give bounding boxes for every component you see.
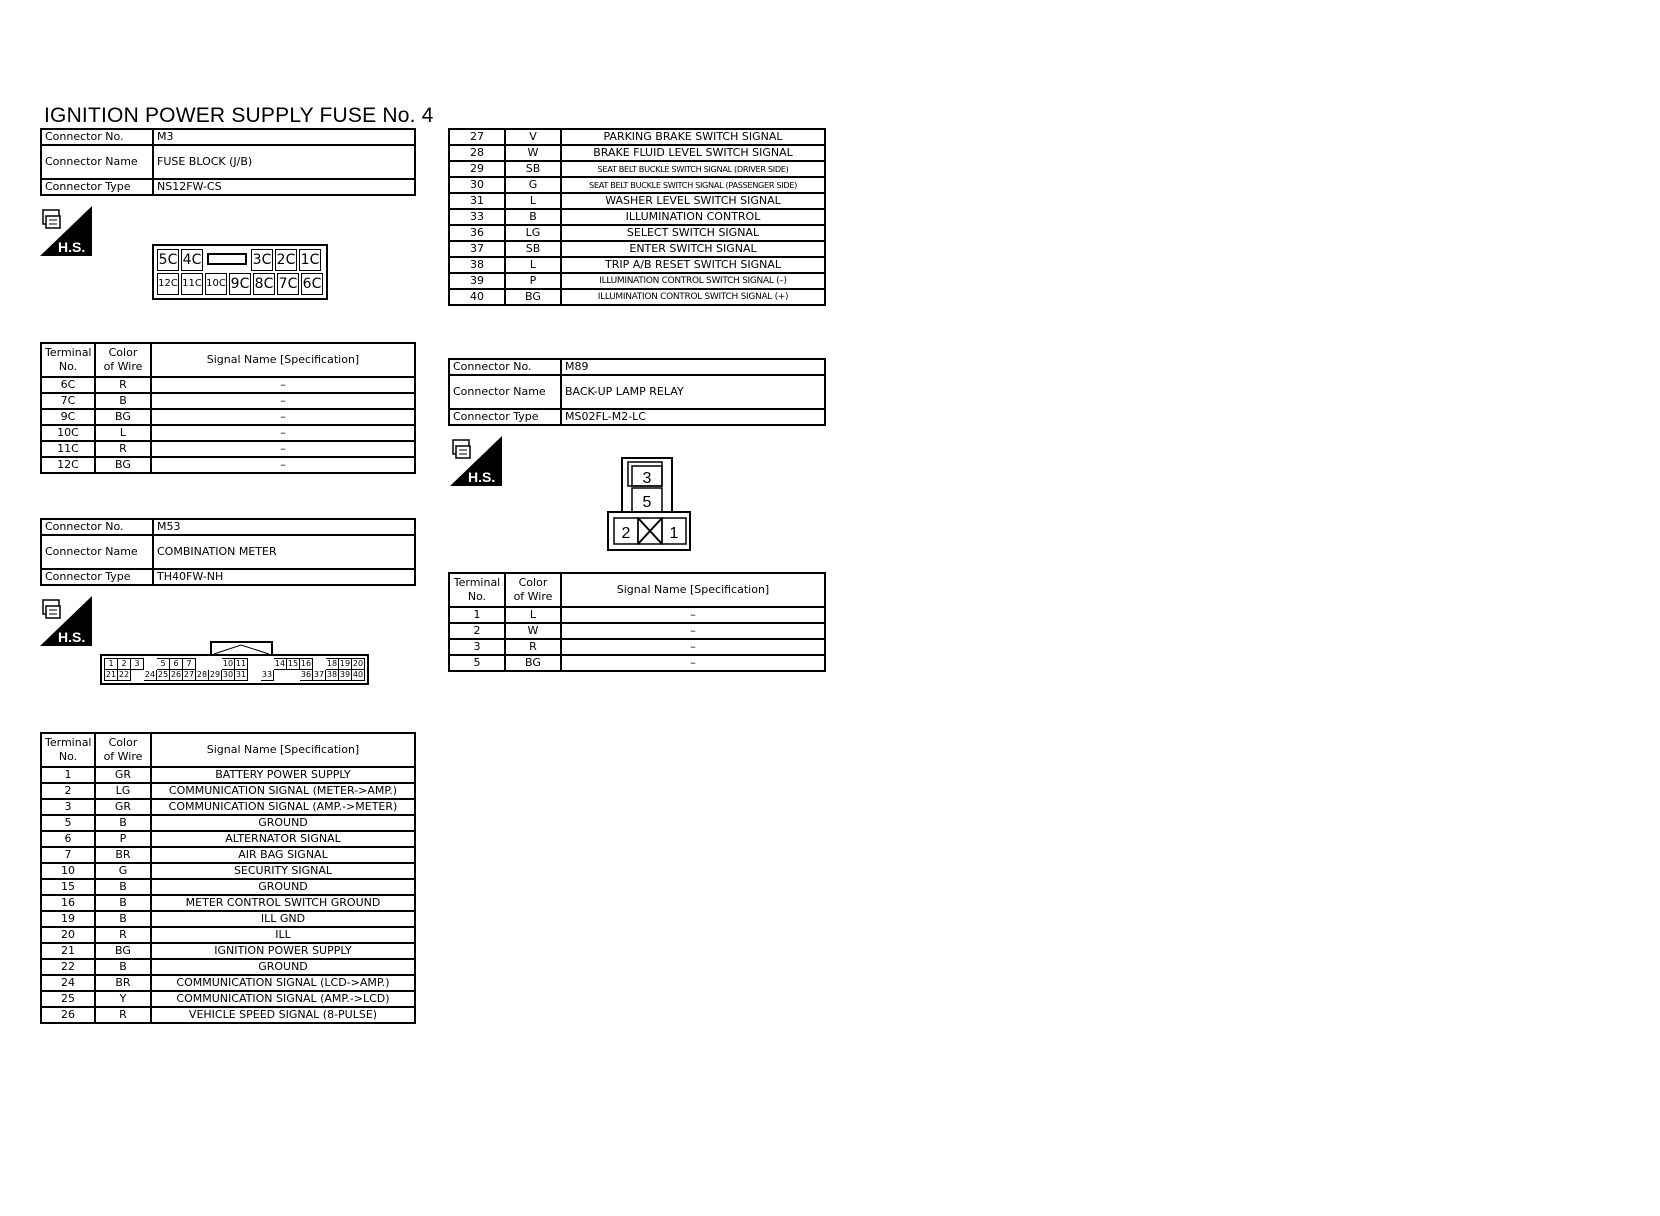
color-cell: GR <box>95 799 151 815</box>
signal-cell: ALTERNATOR SIGNAL <box>151 831 415 847</box>
terminal-cell: 10 <box>41 863 95 879</box>
color-cell: B <box>95 959 151 975</box>
pin: 40 <box>352 670 364 679</box>
color-cell: GR <box>95 767 151 783</box>
pin: 24 <box>144 670 156 679</box>
terminal-cell: 21 <box>41 943 95 959</box>
pin: 5C <box>157 249 179 271</box>
m89-signal-table <box>448 572 826 672</box>
m3-connector-name: FUSE BLOCK (J/B) <box>153 145 415 179</box>
terminal-cell: 36 <box>449 225 505 241</box>
pin: 38 <box>326 670 338 679</box>
signal-cell: BRAKE FLUID LEVEL SWITCH SIGNAL <box>561 145 825 161</box>
signal-cell: GROUND <box>151 959 415 975</box>
color-cell: L <box>505 193 561 209</box>
m53-connector-name: COMBINATION METER <box>153 535 415 569</box>
table-row <box>449 161 825 177</box>
connector-no-label: Connector No. <box>449 359 561 375</box>
color-cell: B <box>95 393 151 409</box>
pin: 10 <box>222 659 234 668</box>
table-row <box>41 1007 415 1023</box>
pin <box>274 670 287 681</box>
connector-no-label: Connector No. <box>41 129 153 145</box>
color-cell: BG <box>95 457 151 473</box>
terminal-cell: 39 <box>449 273 505 289</box>
pin: 1 <box>105 659 118 670</box>
color-cell: SB <box>505 241 561 257</box>
signal-cell: WASHER LEVEL SWITCH SIGNAL <box>561 193 825 209</box>
pin: 2 <box>118 659 131 670</box>
terminal-header: Terminal No. <box>449 573 505 607</box>
pin: 14 <box>274 659 286 668</box>
signal-cell: – <box>561 639 825 655</box>
hs-harness-side-icon <box>40 596 92 650</box>
table-row <box>449 289 825 305</box>
color-cell: R <box>95 441 151 457</box>
pin: 26 <box>170 670 182 679</box>
terminal-cell: 3 <box>449 639 505 655</box>
table-row <box>41 879 415 895</box>
pin: 11 <box>235 659 247 668</box>
m53-connector-face <box>100 640 384 686</box>
signal-cell: COMMUNICATION SIGNAL (LCD->AMP.) <box>151 975 415 991</box>
pin: 3 <box>131 659 144 670</box>
pin <box>248 670 261 681</box>
pin <box>196 659 209 670</box>
signal-cell: – <box>151 393 415 409</box>
signal-cell: – <box>151 409 415 425</box>
terminal-cell: 9C <box>41 409 95 425</box>
color-header: Color of Wire <box>95 343 151 377</box>
table-row <box>41 911 415 927</box>
m89-connector-face <box>606 456 692 552</box>
signal-cell: GROUND <box>151 815 415 831</box>
table-row <box>449 607 825 623</box>
signal-cell: SECURITY SIGNAL <box>151 863 415 879</box>
color-cell: G <box>505 177 561 193</box>
signal-cell: SEAT BELT BUCKLE SWITCH SIGNAL (DRIVER SIDE) <box>561 161 825 177</box>
signal-cell: ENTER SWITCH SIGNAL <box>561 241 825 257</box>
pin-2: 2 <box>621 525 631 542</box>
terminal-cell: 19 <box>41 911 95 927</box>
signal-cell: ILLUMINATION CONTROL <box>561 209 825 225</box>
color-cell: W <box>505 145 561 161</box>
table-row <box>449 623 825 639</box>
pin: 21 <box>105 670 117 679</box>
terminal-cell: 6C <box>41 377 95 393</box>
signal-header: Signal Name [Specification] <box>561 573 825 607</box>
color-cell: Y <box>95 991 151 1007</box>
table-row <box>41 783 415 799</box>
table-row <box>449 257 825 273</box>
table-row <box>41 975 415 991</box>
table-row <box>41 767 415 783</box>
pin: 37 <box>313 670 325 679</box>
color-cell: R <box>95 927 151 943</box>
color-cell: B <box>95 911 151 927</box>
table-row <box>41 815 415 831</box>
terminal-cell: 5 <box>449 655 505 671</box>
color-cell: R <box>505 639 561 655</box>
color-cell: BR <box>95 975 151 991</box>
color-cell: R <box>95 1007 151 1023</box>
color-cell: P <box>95 831 151 847</box>
table-row <box>449 145 825 161</box>
table-row <box>449 193 825 209</box>
color-cell: BR <box>95 847 151 863</box>
pin <box>144 659 157 670</box>
table-row <box>41 943 415 959</box>
terminal-cell: 30 <box>449 177 505 193</box>
pin: 4C <box>181 249 203 271</box>
terminal-cell: 28 <box>449 145 505 161</box>
terminal-cell: 12C <box>41 457 95 473</box>
m3-signal-table <box>40 342 416 474</box>
color-cell: G <box>95 863 151 879</box>
m53-signal-table-continued <box>448 128 826 306</box>
terminal-cell: 10C <box>41 425 95 441</box>
latch <box>205 249 249 269</box>
table-row <box>449 209 825 225</box>
pin: 6 <box>170 659 183 670</box>
table-row <box>41 409 415 425</box>
table-row <box>41 991 415 1007</box>
table-row <box>449 129 825 145</box>
terminal-header: Terminal No. <box>41 343 95 377</box>
page-title: IGNITION POWER SUPPLY FUSE No. 4 <box>44 104 434 127</box>
color-cell: B <box>95 879 151 895</box>
pin <box>287 670 300 681</box>
color-cell: B <box>95 895 151 911</box>
m3-connector-face <box>152 244 328 300</box>
m53-connector-type: TH40FW-NH <box>153 569 415 585</box>
color-cell: B <box>95 815 151 831</box>
m53-info-table <box>40 518 416 586</box>
connector-type-label: Connector Type <box>449 409 561 425</box>
color-cell: B <box>505 209 561 225</box>
table-row <box>41 863 415 879</box>
m3-connector-type: NS12FW-CS <box>153 179 415 195</box>
pin: 19 <box>339 659 351 668</box>
signal-cell: COMMUNICATION SIGNAL (METER->AMP.) <box>151 783 415 799</box>
pin: 6C <box>301 273 323 295</box>
color-cell: BG <box>505 655 561 671</box>
terminal-cell: 33 <box>449 209 505 225</box>
svg-text:H.S.: H.S. <box>58 629 86 645</box>
terminal-cell: 16 <box>41 895 95 911</box>
signal-cell: – <box>151 377 415 393</box>
pin: 12C <box>157 273 179 295</box>
signal-cell: SELECT SWITCH SIGNAL <box>561 225 825 241</box>
table-row <box>41 393 415 409</box>
terminal-cell: 37 <box>449 241 505 257</box>
pin: 27 <box>183 670 195 679</box>
terminal-cell: 5 <box>41 815 95 831</box>
terminal-header: Terminal No. <box>41 733 95 767</box>
terminal-cell: 22 <box>41 959 95 975</box>
terminal-cell: 1 <box>41 767 95 783</box>
pin-5: 5 <box>642 494 652 511</box>
m3-connector-no: M3 <box>153 129 415 145</box>
signal-cell: IGNITION POWER SUPPLY <box>151 943 415 959</box>
m89-connector-name: BACK-UP LAMP RELAY <box>561 375 825 409</box>
pin <box>248 659 261 670</box>
signal-cell: – <box>561 623 825 639</box>
signal-cell: VEHICLE SPEED SIGNAL (8-PULSE) <box>151 1007 415 1023</box>
pin <box>313 659 326 670</box>
color-cell: BG <box>95 409 151 425</box>
signal-cell: ILLUMINATION CONTROL SWITCH SIGNAL (+) <box>561 289 825 305</box>
signal-cell: GROUND <box>151 879 415 895</box>
table-row <box>41 799 415 815</box>
signal-cell: COMMUNICATION SIGNAL (AMP.->LCD) <box>151 991 415 1007</box>
terminal-cell: 11C <box>41 441 95 457</box>
color-cell: W <box>505 623 561 639</box>
table-row <box>449 225 825 241</box>
table-row <box>41 377 415 393</box>
signal-cell: – <box>561 655 825 671</box>
m89-connector-type: MS02FL-M2-LC <box>561 409 825 425</box>
signal-cell: – <box>561 607 825 623</box>
color-header: Color of Wire <box>95 733 151 767</box>
pin: 10C <box>205 273 227 295</box>
color-cell: P <box>505 273 561 289</box>
pin: 33 <box>261 670 273 679</box>
hs-harness-side-icon <box>40 206 92 260</box>
pin: 28 <box>196 670 208 679</box>
signal-cell: ILLUMINATION CONTROL SWITCH SIGNAL (–) <box>561 273 825 289</box>
signal-cell: ILL <box>151 927 415 943</box>
terminal-cell: 29 <box>449 161 505 177</box>
pin: 29 <box>209 670 221 679</box>
signal-cell: AIR BAG SIGNAL <box>151 847 415 863</box>
pin: 11C <box>181 273 203 295</box>
table-row <box>41 927 415 943</box>
pin: 8C <box>253 273 275 295</box>
terminal-cell: 25 <box>41 991 95 1007</box>
table-row <box>41 959 415 975</box>
table-row <box>41 457 415 473</box>
table-row <box>449 273 825 289</box>
signal-cell: – <box>151 457 415 473</box>
signal-cell: PARKING BRAKE SWITCH SIGNAL <box>561 129 825 145</box>
svg-text:H.S.: H.S. <box>468 469 496 485</box>
table-row <box>41 425 415 441</box>
terminal-cell: 6 <box>41 831 95 847</box>
terminal-cell: 24 <box>41 975 95 991</box>
pin <box>209 659 222 670</box>
terminal-cell: 1 <box>449 607 505 623</box>
signal-header: Signal Name [Specification] <box>151 343 415 377</box>
connector-type-label: Connector Type <box>41 179 153 195</box>
signal-header: Signal Name [Specification] <box>151 733 415 767</box>
pin: 7C <box>277 273 299 295</box>
color-cell: L <box>505 257 561 273</box>
pin: 1C <box>299 249 321 271</box>
table-row <box>449 241 825 257</box>
signal-cell: COMMUNICATION SIGNAL (AMP.->METER) <box>151 799 415 815</box>
pin: 31 <box>235 670 247 679</box>
table-row <box>449 655 825 671</box>
color-cell: L <box>505 607 561 623</box>
m3-info-table <box>40 128 416 196</box>
pin-3: 3 <box>642 470 652 487</box>
pin: 2C <box>275 249 297 271</box>
signal-cell: SEAT BELT BUCKLE SWITCH SIGNAL (PASSENGER SIDE) <box>561 177 825 193</box>
m89-info-table <box>448 358 826 426</box>
connector-name-label: Connector Name <box>41 535 153 569</box>
pin: 9C <box>229 273 251 295</box>
signal-cell: – <box>151 441 415 457</box>
terminal-cell: 2 <box>41 783 95 799</box>
signal-cell: TRIP A/B RESET SWITCH SIGNAL <box>561 257 825 273</box>
pin: 7 <box>183 659 196 670</box>
terminal-cell: 31 <box>449 193 505 209</box>
pin: 30 <box>222 670 234 679</box>
table-row <box>41 895 415 911</box>
terminal-cell: 3 <box>41 799 95 815</box>
terminal-cell: 26 <box>41 1007 95 1023</box>
pin: 5 <box>157 659 170 670</box>
terminal-cell: 38 <box>449 257 505 273</box>
terminal-cell: 7 <box>41 847 95 863</box>
pin: 16 <box>300 659 312 668</box>
terminal-cell: 27 <box>449 129 505 145</box>
pin: 25 <box>157 670 169 679</box>
table-row <box>449 177 825 193</box>
pin: 18 <box>326 659 338 668</box>
signal-cell: – <box>151 425 415 441</box>
pin <box>261 659 274 670</box>
pin: 22 <box>118 670 130 679</box>
svg-text:H.S.: H.S. <box>58 239 86 255</box>
table-row <box>41 831 415 847</box>
signal-cell: BATTERY POWER SUPPLY <box>151 767 415 783</box>
signal-cell: METER CONTROL SWITCH GROUND <box>151 895 415 911</box>
signal-cell: ILL GND <box>151 911 415 927</box>
hs-harness-side-icon <box>450 436 502 490</box>
m53-connector-no: M53 <box>153 519 415 535</box>
color-cell: LG <box>95 783 151 799</box>
m89-connector-no: M89 <box>561 359 825 375</box>
color-cell: LG <box>505 225 561 241</box>
pin: 39 <box>339 670 351 679</box>
pin: 3C <box>251 249 273 271</box>
color-header: Color of Wire <box>505 573 561 607</box>
terminal-cell: 7C <box>41 393 95 409</box>
terminal-cell: 15 <box>41 879 95 895</box>
color-cell: L <box>95 425 151 441</box>
color-cell: BG <box>505 289 561 305</box>
color-cell: V <box>505 129 561 145</box>
color-cell: BG <box>95 943 151 959</box>
table-row <box>41 441 415 457</box>
pin: 20 <box>352 659 364 668</box>
color-cell: SB <box>505 161 561 177</box>
connector-no-label: Connector No. <box>41 519 153 535</box>
table-row <box>449 639 825 655</box>
terminal-cell: 2 <box>449 623 505 639</box>
pin: 15 <box>287 659 299 668</box>
pin-1: 1 <box>669 525 679 542</box>
connector-type-label: Connector Type <box>41 569 153 585</box>
connector-name-label: Connector Name <box>41 145 153 179</box>
color-cell: R <box>95 377 151 393</box>
connector-name-label: Connector Name <box>449 375 561 409</box>
terminal-cell: 40 <box>449 289 505 305</box>
table-row <box>41 847 415 863</box>
pin: 36 <box>300 670 312 679</box>
m53-signal-table <box>40 732 416 1024</box>
pin <box>131 670 144 681</box>
terminal-cell: 20 <box>41 927 95 943</box>
